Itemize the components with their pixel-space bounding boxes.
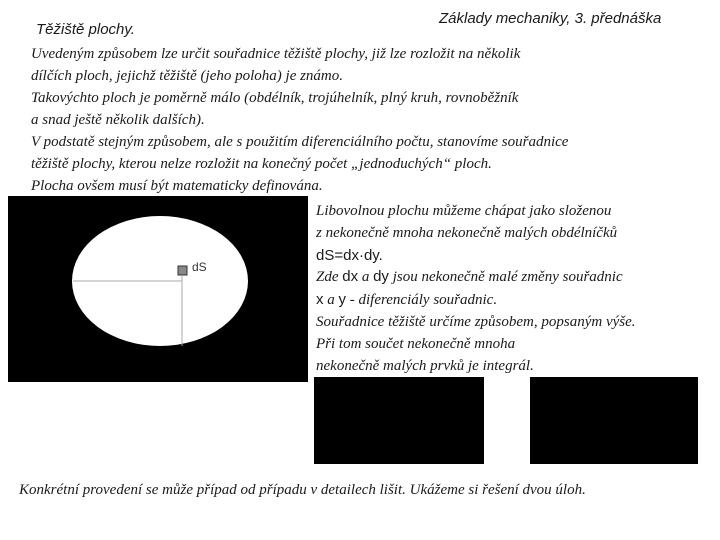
symbol-dx: dx xyxy=(342,268,359,286)
area-figure xyxy=(8,196,308,382)
black-image-right xyxy=(530,377,698,464)
intro-line: V podstatě stejným způsobem, ale s použitím diferenciálního počtu, stanovíme souřadnice xyxy=(31,134,569,150)
area-element-ds xyxy=(178,266,187,275)
header-title: Základy mechaniky, 3. přednáška xyxy=(439,10,662,27)
slide-title: Těžiště plochy. xyxy=(36,21,135,38)
black-image-left xyxy=(314,377,484,464)
symbol-x: x xyxy=(316,291,324,309)
explanation-line: nekonečně malých prvků je integrál. xyxy=(316,357,534,374)
formula-ds: dS=dx·dy. xyxy=(316,246,383,264)
symbol-y: y xyxy=(338,291,346,309)
explanation-line: z nekonečně mnoha nekonečně malých obdélníčků xyxy=(316,224,618,241)
symbol-dy: dy xyxy=(373,268,389,286)
intro-text xyxy=(31,43,711,197)
text-fragment: - diferenciály souřadnic. xyxy=(346,292,498,309)
explanation-line xyxy=(316,289,712,312)
text-fragment: Zde xyxy=(316,269,343,286)
intro-line: Takovýchto ploch je poměrně málo (obdélník, trojúhelník, plný kruh, rovnoběžník xyxy=(31,90,519,106)
intro-line: Plocha ovšem musí být matematicky definována. xyxy=(31,178,323,194)
explanation-text xyxy=(316,201,712,377)
intro-line: těžiště plochy, kterou nelze rozložit na konečný počet „jednoduchých“ ploch. xyxy=(31,156,492,172)
intro-line: dílčích ploch, jejichž těžiště (jeho poloha) je známo. xyxy=(31,68,344,84)
text-fragment: a xyxy=(323,292,339,309)
explanation-line: Libovolnou plochu můžeme chápat jako složenou xyxy=(316,203,612,219)
intro-line: Uvedeným způsobem lze určit souřadnice těžiště plochy, již lze rozložit na několik xyxy=(31,46,521,62)
intro-line: a snad ještě několik dalších). xyxy=(31,112,205,128)
explanation-line xyxy=(316,266,712,289)
area-diagram xyxy=(8,196,308,382)
explanation-line: Při tom součet nekonečně mnoha xyxy=(316,335,516,352)
text-fragment: a xyxy=(358,269,374,286)
element-label: dS xyxy=(192,260,207,274)
explanation-line: Souřadnice těžiště určíme způsobem, popsaným výše. xyxy=(316,313,636,330)
text-fragment: jsou nekonečně malé změny souřadnic xyxy=(388,269,623,286)
conclusion-text: Konkrétní provedení se může případ od případu v detailech lišit. Ukážeme si řešení dvou úloh. xyxy=(19,482,586,498)
